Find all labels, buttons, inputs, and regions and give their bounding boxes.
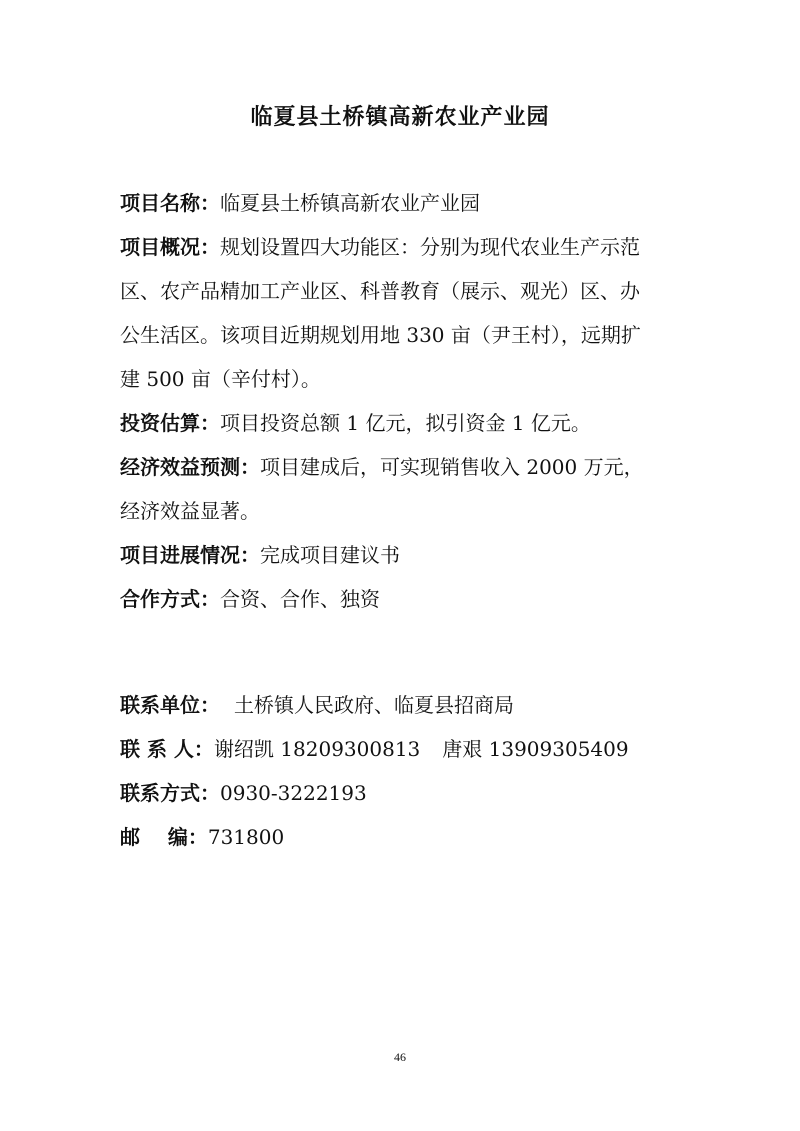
project-overview-continuation <box>120 269 680 313</box>
contact-unit-row <box>120 683 680 727</box>
postcode-row <box>120 815 680 859</box>
progress-label: 项目进展情况： <box>120 543 260 567</box>
project-name-value: 临夏县土桥镇高新农业产业园 <box>220 191 480 215</box>
contact-unit-label: 联系单位： <box>120 693 220 717</box>
progress-value: 完成项目建议书 <box>260 543 400 567</box>
contact-method-label: 联系方式： <box>120 781 220 805</box>
contact-person-2: 唐艰 13909305409 <box>442 737 629 761</box>
postcode-label: 邮 编： <box>120 825 208 849</box>
contact-method-value: 0930-3222193 <box>220 781 367 805</box>
project-overview-continuation <box>120 313 680 357</box>
cooperation-value: 合资、合作、独资 <box>220 587 380 611</box>
project-overview-continuation <box>120 357 680 401</box>
contact-person-row <box>120 727 680 771</box>
cooperation-row <box>120 577 680 621</box>
benefit-line-2: 经济效益显著。 <box>120 499 260 523</box>
progress-row <box>120 533 680 577</box>
contact-unit-value: 土桥镇人民政府、临夏县招商局 <box>234 693 514 717</box>
project-overview-line-2: 区、农产品精加工产业区、科普教育（展示、观光）区、办 <box>120 279 640 303</box>
project-overview-line-3: 公生活区。该项目近期规划用地 330 亩（尹王村），远期扩 <box>120 323 641 347</box>
project-overview-line-1: 规划设置四大功能区：分别为现代农业生产示范 <box>220 235 640 259</box>
benefit-row <box>120 445 680 489</box>
contact-section <box>120 683 680 859</box>
project-name-row <box>120 181 680 225</box>
postcode-value: 731800 <box>207 825 285 849</box>
project-overview-row <box>120 225 680 269</box>
cooperation-label: 合作方式： <box>120 587 220 611</box>
project-overview-line-4: 建 500 亩（辛付村）。 <box>120 367 321 391</box>
investment-label: 投资估算： <box>120 411 220 435</box>
investment-row <box>120 401 680 445</box>
contact-person-1: 谢绍凯 18209300813 <box>213 737 421 761</box>
project-info-section <box>120 181 680 621</box>
benefit-continuation <box>120 489 680 533</box>
benefit-line-1: 项目建成后，可实现销售收入 2000 万元， <box>260 455 644 479</box>
benefit-label: 经济效益预测： <box>120 455 260 479</box>
project-overview-label: 项目概况： <box>120 235 220 259</box>
page-title: 临夏县土桥镇高新农业产业园 <box>250 105 550 130</box>
investment-value: 项目投资总额 1 亿元，拟引资金 1 亿元。 <box>220 411 591 435</box>
contact-method-row <box>120 771 680 815</box>
contact-person-label: 联 系 人： <box>120 737 214 761</box>
project-name-label: 项目名称： <box>120 191 220 215</box>
page-number: 46 <box>394 1050 406 1064</box>
